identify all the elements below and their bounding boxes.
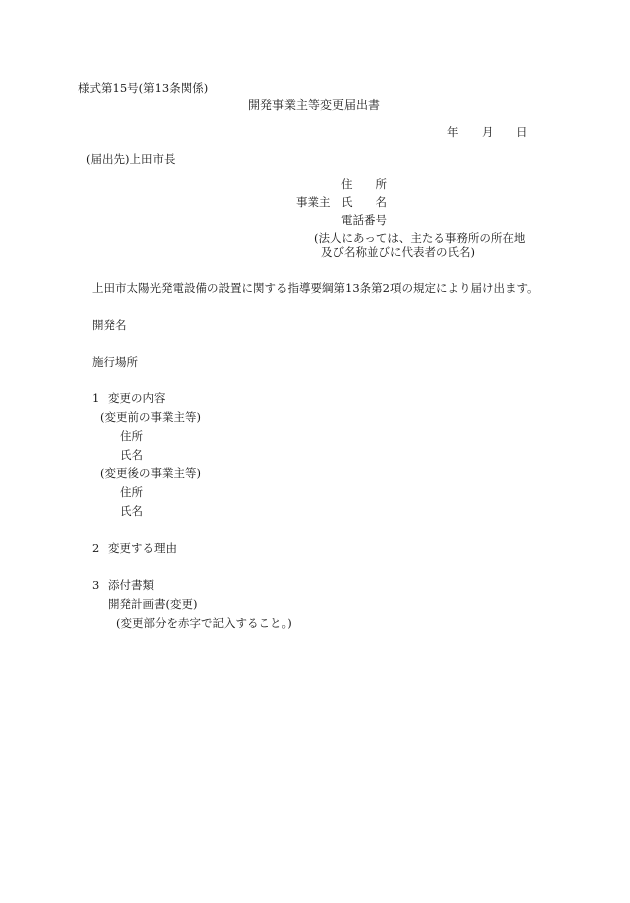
before-label: (変更前の事業主等) bbox=[100, 410, 201, 424]
form-number: 様式第15号(第13条関係) bbox=[78, 81, 209, 95]
section-2-title: 変更する理由 bbox=[108, 541, 177, 555]
corporate-note-line2: 及び名称並びに代表者の氏名) bbox=[321, 245, 475, 259]
after-label: (変更後の事業主等) bbox=[100, 466, 201, 480]
recipient: (届出先)上田市長 bbox=[86, 152, 176, 166]
date-day-label: 日 bbox=[516, 125, 528, 139]
section-1-number: 1 bbox=[92, 391, 100, 405]
corporate-note-line1: (法人にあっては、主たる事務所の所在地 bbox=[314, 231, 526, 245]
statement: 上田市太陽光発電設備の設置に関する指導要綱第13条第2項の規定により届け出ます。 bbox=[92, 281, 539, 295]
after-address-label: 住所 bbox=[120, 485, 143, 499]
document-title: 開発事業主等変更届出書 bbox=[248, 98, 381, 112]
address-label: 住 所 bbox=[341, 177, 387, 191]
site-label: 施行場所 bbox=[92, 355, 138, 369]
applicant-group-label: 事業主 bbox=[296, 195, 331, 209]
before-name-label: 氏名 bbox=[120, 448, 143, 462]
section-1-title: 変更の内容 bbox=[108, 391, 166, 405]
section-2-number: 2 bbox=[92, 541, 100, 555]
development-name-label: 開発名 bbox=[92, 318, 127, 332]
before-address-label: 住所 bbox=[120, 429, 143, 443]
name-label: 氏 名 bbox=[341, 195, 387, 209]
section-3-number: 3 bbox=[92, 578, 100, 592]
attachment-note: (変更部分を赤字で記入すること。) bbox=[116, 616, 292, 630]
date-month-label: 月 bbox=[482, 125, 494, 139]
date-year-label: 年 bbox=[447, 125, 459, 139]
after-name-label: 氏名 bbox=[120, 504, 143, 518]
attachment-item: 開発計画書(変更) bbox=[108, 597, 198, 611]
section-3-title: 添付書類 bbox=[108, 578, 154, 592]
phone-label: 電話番号 bbox=[341, 213, 387, 227]
